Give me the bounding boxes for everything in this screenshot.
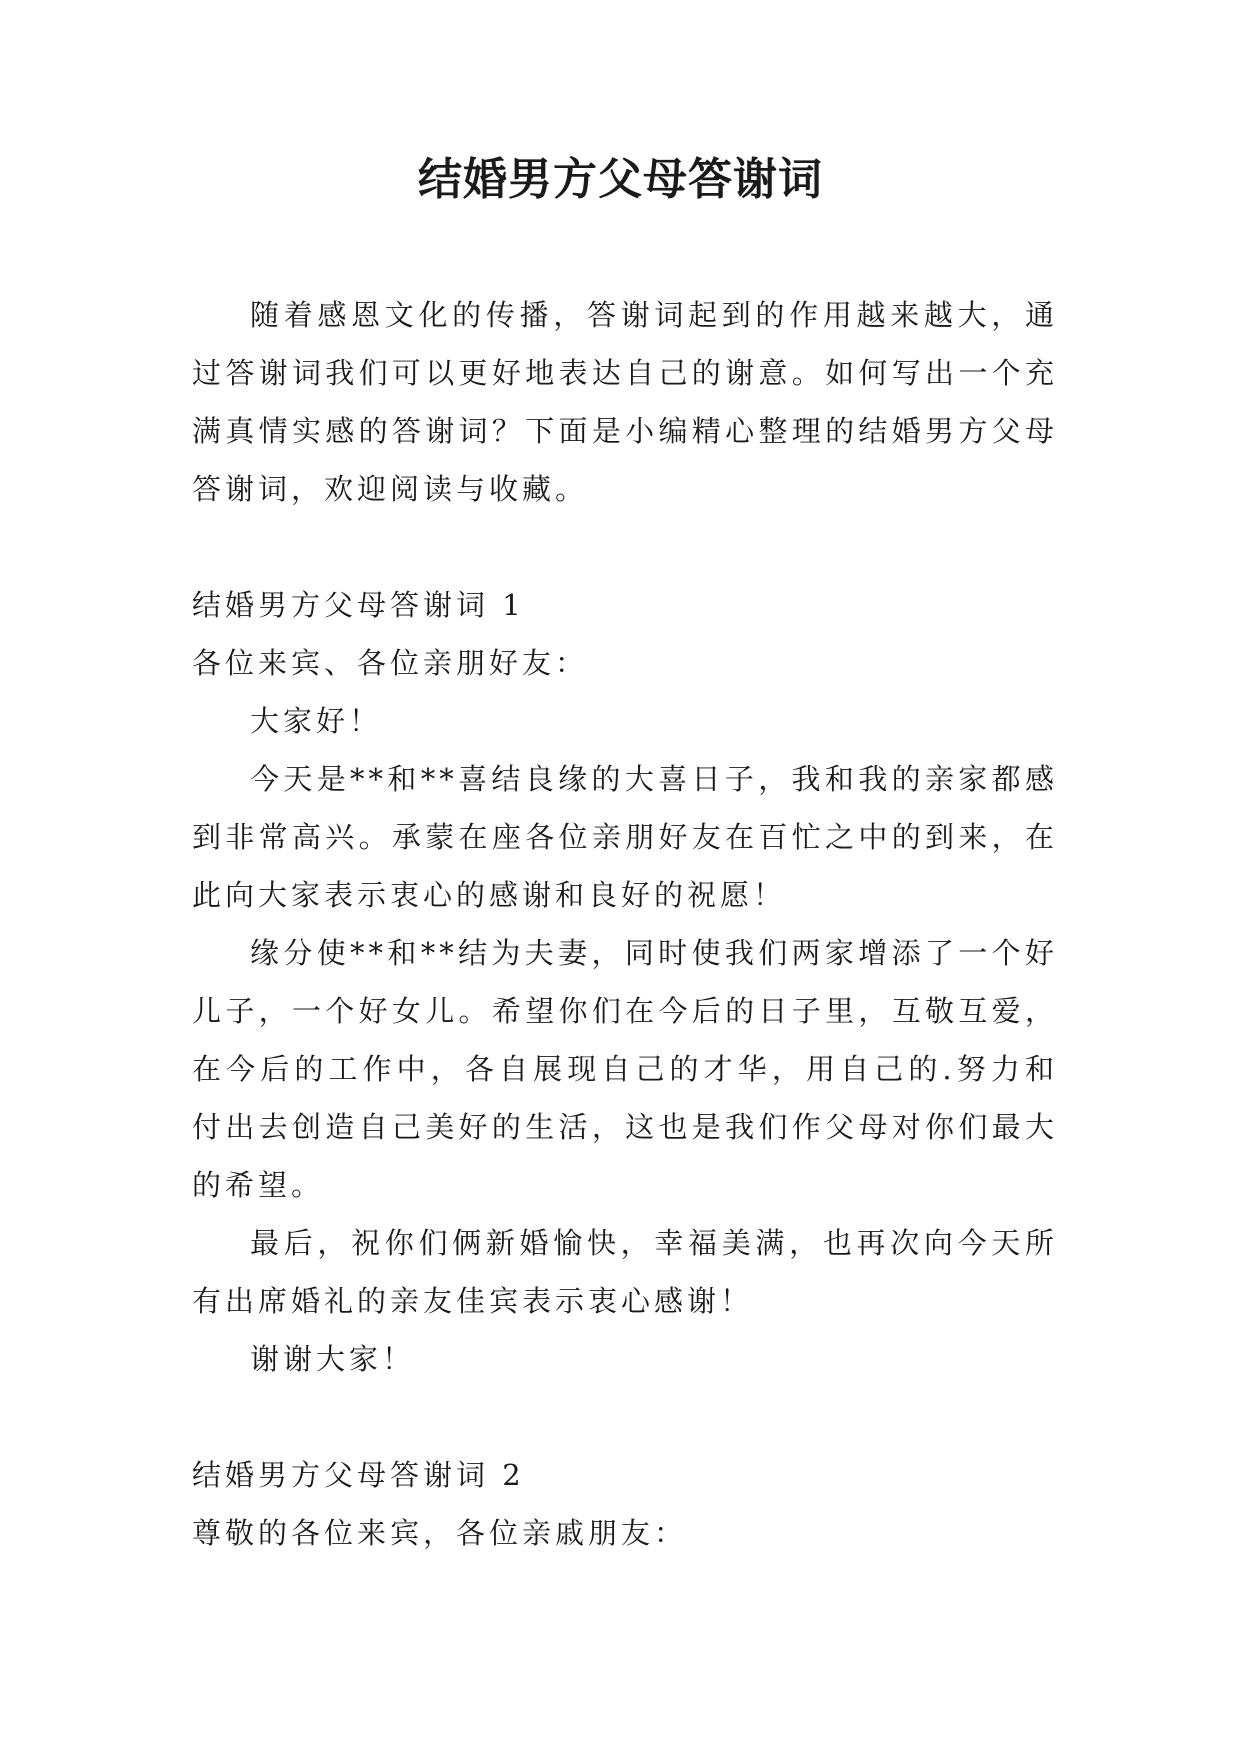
document-body xyxy=(192,286,1058,1562)
section-1-paragraph: 缘分使**和**结为夫妻，同时使我们两家增添了一个好儿子，一个好女儿。希望你们在今后的日子里，互敬互爱，在今后的工作中，各自展现自己的才华，用自己的.努力和付出去创造自己美好的生活，这也是我们作父母对你们最大的希望。 xyxy=(192,936,1058,1202)
section-1-paragraph: 大家好！ xyxy=(250,704,383,738)
section-1-paragraph: 今天是**和**喜结良缘的大喜日子，我和我的亲家都感到非常高兴。承蒙在座各位亲朋好友在百忙之中的到来，在此向大家表示衷心的感谢和良好的祝愿！ xyxy=(192,762,1058,912)
section-1-paragraph: 最后，祝你们俩新婚愉快，幸福美满，也再次向今天所有出席婚礼的亲友佳宾表示衷心感谢！ xyxy=(192,1226,1058,1318)
section-1-paragraph: 谢谢大家！ xyxy=(250,1342,416,1376)
section-spacer xyxy=(192,1388,1058,1446)
section-spacer xyxy=(192,518,1058,576)
section-2-heading: 结婚男方父母答谢词 2 xyxy=(192,1458,525,1492)
document-title: 结婚男方父母答谢词 xyxy=(418,154,823,205)
intro-paragraph: 随着感恩文化的传播，答谢词起到的作用越来越大，通过答谢词我们可以更好地表达自己的谢意。如何写出一个充满真情实感的答谢词？下面是小编精心整理的结婚男方父母答谢词，欢迎阅读与收藏。 xyxy=(192,298,1058,506)
section-1-salutation: 各位来宾、各位亲朋好友： xyxy=(192,646,589,680)
section-2-salutation: 尊敬的各位来宾，各位亲戚朋友： xyxy=(192,1516,688,1550)
section-1-heading: 结婚男方父母答谢词 1 xyxy=(192,588,525,622)
